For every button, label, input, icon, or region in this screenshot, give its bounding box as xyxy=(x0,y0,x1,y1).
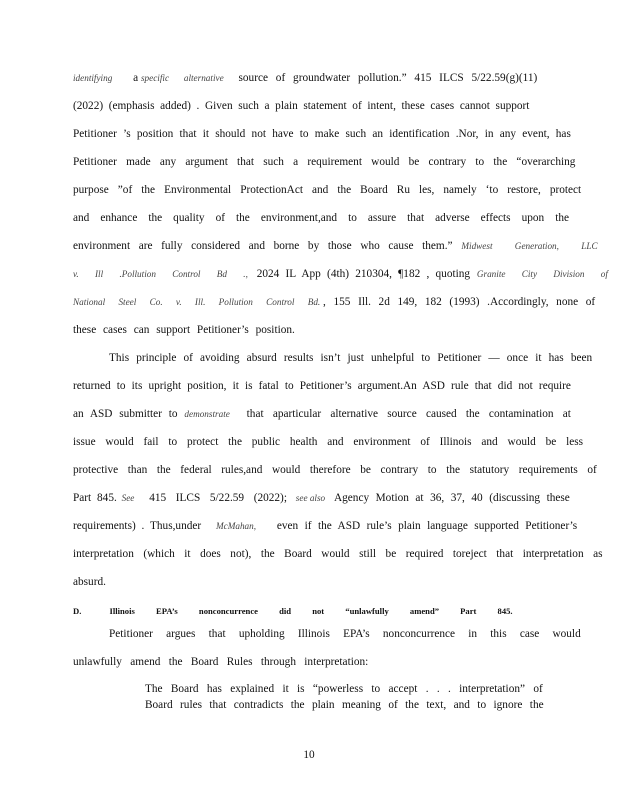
text-line: returned to its upright position, it is fatal to Petitioner’s argument.An ASD rule that did not require xyxy=(73,380,571,392)
text-line: v. Ill .Pollution Control Bd ., 2024 IL App (4th) 210304, ¶182 , quoting Granite City Division of xyxy=(73,268,608,280)
text-line: National Steel Co. v. Ill. Pollution Control Bd. , 155 Ill. 2d 149, 182 (1993) .Accordingly, none of xyxy=(73,296,596,308)
block-quote-line: Board rules that contradicts the plain meaning of the text, and to ignore the xyxy=(145,699,544,711)
text-line: protective than the federal rules,and would therefore be contrary to the statutory requirements of xyxy=(73,464,597,476)
text-line: environment are fully considered and borne by those who cause them.” Midwest Generation, LLC xyxy=(73,240,598,252)
text-line: interpretation (which it does not), the Board would still be required toreject that interpretation as xyxy=(73,548,603,560)
section-heading xyxy=(73,604,513,618)
text-line: an ASD submitter to demonstrate that aparticular alternative source caused the contamination at xyxy=(73,408,571,420)
text-line: Part 845. See 415 ILCS 5/22.59 (2022); see also Agency Motion at 36, 37, 40 (discussing these xyxy=(73,492,570,504)
text-line: these cases can support Petitioner’s position. xyxy=(73,324,295,336)
text-line: Petitioner argues that upholding Illinois EPA’s nonconcurrence in this case would xyxy=(109,628,581,640)
page-number: 10 xyxy=(303,749,315,761)
text-line: absurd. xyxy=(73,576,106,588)
block-quote-line: The Board has explained it is “powerless to accept . . . interpretation” of xyxy=(145,683,543,695)
text-line: unlawfully amend the Board Rules through interpretation: xyxy=(73,656,369,668)
section-title: Illinois EPA’s nonconcurrence did not “unlawfully amend” Part 845. xyxy=(109,606,513,616)
text-line: (2022) (emphasis added) . Given such a plain statement of intent, these cases cannot support xyxy=(73,100,530,112)
text-line: identifying a specific alternative source of groundwater pollution.” 415 ILCS 5/22.59(g)(11) xyxy=(73,72,538,84)
text-line: This principle of avoiding absurd results isn’t just unhelpful to Petitioner — once it has been xyxy=(109,352,593,364)
text-line: issue would fail to protect the public health and environment of Illinois and would be less xyxy=(73,436,584,448)
text-line: purpose ”of the Environmental ProtectionAct and the Board Ru les, namely ‘to restore, protect xyxy=(73,184,582,196)
text-line: Petitioner made any argument that such a requirement would be contrary to the “overarching xyxy=(73,156,576,168)
text-line: and enhance the quality of the environment,and to assure that adverse effects upon the xyxy=(73,212,569,224)
text-line: Petitioner ’s position that it should not have to make such an identification .Nor, in any event, has xyxy=(73,128,571,140)
section-letter: D. xyxy=(73,606,82,616)
italic-term: identifying xyxy=(73,73,113,83)
text-line: requirements) . Thus,under McMahan, even if the ASD rule’s plain language supported Petitioner’s xyxy=(73,520,578,532)
